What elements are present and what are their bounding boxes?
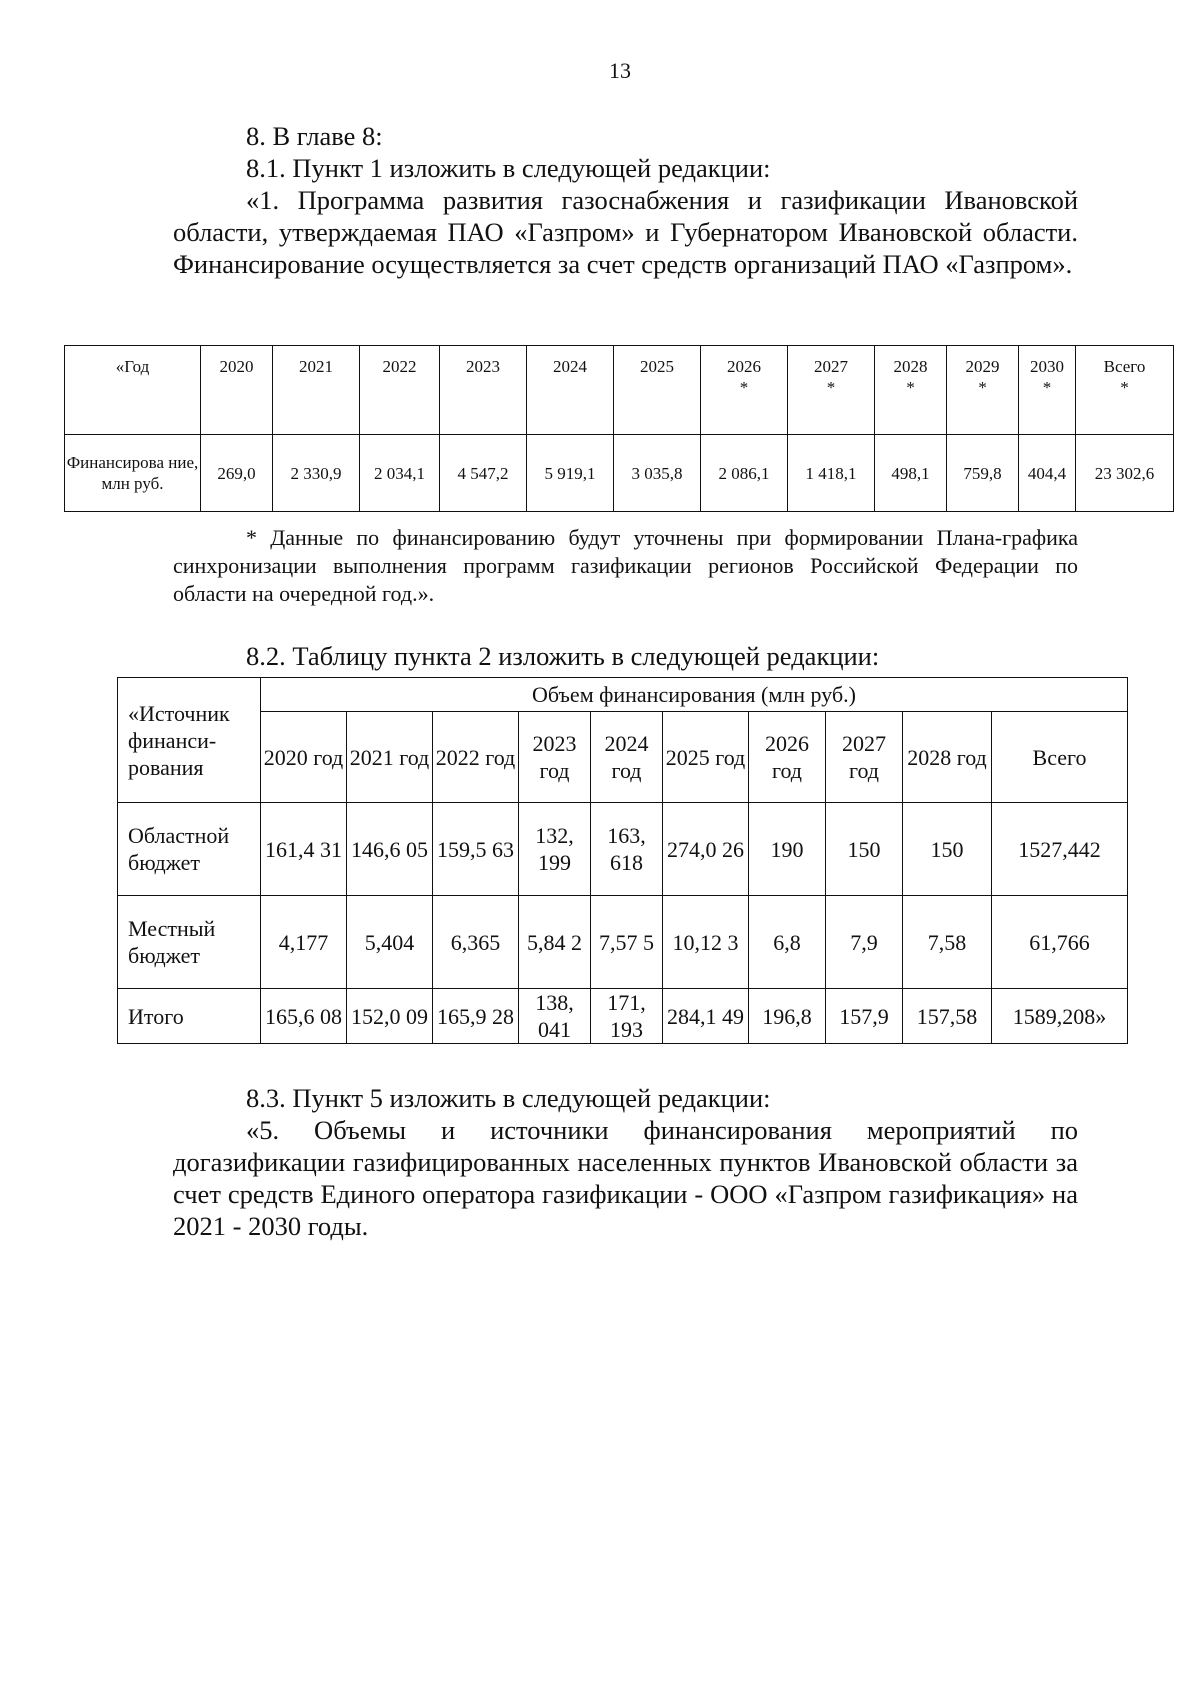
table2-row-label: Итого — [118, 989, 261, 1044]
table1-year: 2021 — [299, 357, 333, 376]
table1-year: 2027 — [814, 357, 848, 376]
table1-values-row — [65, 435, 1174, 512]
table1-asterisk: * — [1120, 378, 1129, 397]
table2-cell: 157,9 — [826, 989, 903, 1044]
table1-year: 2025 — [640, 357, 674, 376]
table2-cell: 5,84 2 — [519, 896, 591, 989]
table1-year: 2026 — [727, 357, 761, 376]
table2-cell: 138, 041 — [519, 989, 591, 1044]
table2-cell: 171, 193 — [591, 989, 663, 1044]
table2-row-local — [118, 896, 1128, 989]
table2-row-label: Местный бюджет — [118, 896, 261, 989]
table2-cell: 6,8 — [749, 896, 826, 989]
paragraph-8-3: 8.3. Пункт 5 изложить в следующей редакции: — [246, 1083, 771, 1113]
table2-cell: 161,4 31 — [261, 803, 347, 896]
table1-asterisk: * — [826, 378, 836, 397]
table1-value: 5 919,1 — [527, 435, 614, 512]
table1-value: 2 086,1 — [701, 435, 788, 512]
table2-cell: 150 — [903, 803, 992, 896]
table2-cell: 7,57 5 — [591, 896, 663, 989]
table1-value: 2 330,9 — [273, 435, 360, 512]
table-financing-by-year — [64, 345, 1174, 512]
table2-year: 2022 год — [433, 712, 519, 803]
table1-value: 3 035,8 — [614, 435, 701, 512]
page-number: 13 — [609, 58, 631, 83]
table2-cell: 7,9 — [826, 896, 903, 989]
table2-row-label: Областной бюджет — [118, 803, 261, 896]
table1-value: 4 547,2 — [440, 435, 527, 512]
table2-cell: 1527,442 — [992, 803, 1128, 896]
table2-cell: 1589,208» — [992, 989, 1128, 1044]
table2-volume-header: Объем финансирования (млн руб.) — [261, 678, 1128, 712]
table2-year: 2023 год — [519, 712, 591, 803]
table-funding-sources — [117, 677, 1128, 1044]
table2-cell: 165,6 08 — [261, 989, 347, 1044]
table1-value: 269,0 — [201, 435, 273, 512]
table2-year: 2024 год — [591, 712, 663, 803]
table2-cell: 157,58 — [903, 989, 992, 1044]
table2-cell: 165,9 28 — [433, 989, 519, 1044]
table2-row-total — [118, 989, 1128, 1044]
table2-cell: 5,404 — [347, 896, 433, 989]
table2-cell: 7,58 — [903, 896, 992, 989]
table1-year: 2028 — [893, 357, 928, 376]
table1-value: 23 302,6 — [1076, 435, 1174, 512]
table2-year: 2020 год — [261, 712, 347, 803]
table2-header-row-2 — [118, 712, 1128, 803]
table2-cell: 152,0 09 — [347, 989, 433, 1044]
paragraph-item-5: «5. Объемы и источники финансирования мероприятий по догазификации газифицированных населенных пунктов Ивановской области за счет средств Единого оператора газификации - ООО «Газпром газификация» на 2021 - 2030 годы. — [173, 1115, 1078, 1241]
table2-cell: 4,177 — [261, 896, 347, 989]
paragraph-8-1: 8.1. Пункт 1 изложить в следующей редакции: — [246, 153, 771, 183]
table1-asterisk: * — [739, 378, 749, 397]
table2-source-header: «Источник финанси-рования — [118, 678, 261, 803]
table2-cell: 61,766 — [992, 896, 1128, 989]
table2-year: 2027 год — [826, 712, 903, 803]
table1-value: 1 418,1 — [788, 435, 875, 512]
table1-asterisk: * — [978, 378, 987, 397]
table1-year: 2023 — [466, 357, 500, 376]
table2-cell: 132, 199 — [519, 803, 591, 896]
paragraph-chapter-8: 8. В главе 8: — [246, 121, 383, 151]
footnote: * Данные по финансированию будут уточнены при формировании Плана-графика синхронизации выполнения программ газификации регионов Российской Федерации по области на очередной год.». — [173, 525, 1078, 606]
table1-value: 498,1 — [875, 435, 947, 512]
table2-cell: 274,0 26 — [663, 803, 749, 896]
table2-cell: 146,6 05 — [347, 803, 433, 896]
table2-cell: 163, 618 — [591, 803, 663, 896]
table2-year: 2025 год — [663, 712, 749, 803]
table1-value: 404,4 — [1019, 435, 1076, 512]
table1-year: 2029 — [965, 357, 1000, 376]
table2-cell: 10,12 3 — [663, 896, 749, 989]
table1-row-label: Финансирова ние, млн руб. — [65, 435, 201, 512]
table1-year: 2024 — [553, 357, 587, 376]
table2-total-header: Всего — [992, 712, 1128, 803]
table1-asterisk: * — [906, 378, 915, 397]
table1-year: 2020 — [219, 357, 254, 376]
paragraph-8-2: 8.2. Таблицу пункта 2 изложить в следующей редакции: — [246, 641, 880, 671]
table2-cell: 159,5 63 — [433, 803, 519, 896]
table1-asterisk: * — [1042, 378, 1052, 397]
table2-header-row-1 — [118, 678, 1128, 712]
table2-year: 2021 год — [347, 712, 433, 803]
table1-value: 2 034,1 — [360, 435, 440, 512]
table1-header-label: «Год — [65, 346, 201, 435]
table1-total-header: Всего — [1103, 357, 1146, 376]
table1-value: 759,8 — [947, 435, 1019, 512]
table2-year: 2026 год — [749, 712, 826, 803]
table2-cell: 196,8 — [749, 989, 826, 1044]
table2-cell: 190 — [749, 803, 826, 896]
table2-cell: 6,365 — [433, 896, 519, 989]
table1-year: 2022 — [382, 357, 417, 376]
paragraph-program: «1. Программа развития газоснабжения и газификации Ивановской области, утверждаемая ПАО «Газпром» и Губернатором Ивановской области. Финансирование осуществляется за счет средств организаций ПАО «Газпром». — [173, 185, 1078, 279]
table1-year: 2030 — [1030, 357, 1064, 376]
table2-year: 2028 год — [903, 712, 992, 803]
table1-header-row — [65, 346, 1174, 435]
table2-row-regional — [118, 803, 1128, 896]
table2-cell: 284,1 49 — [663, 989, 749, 1044]
table2-cell: 150 — [826, 803, 903, 896]
